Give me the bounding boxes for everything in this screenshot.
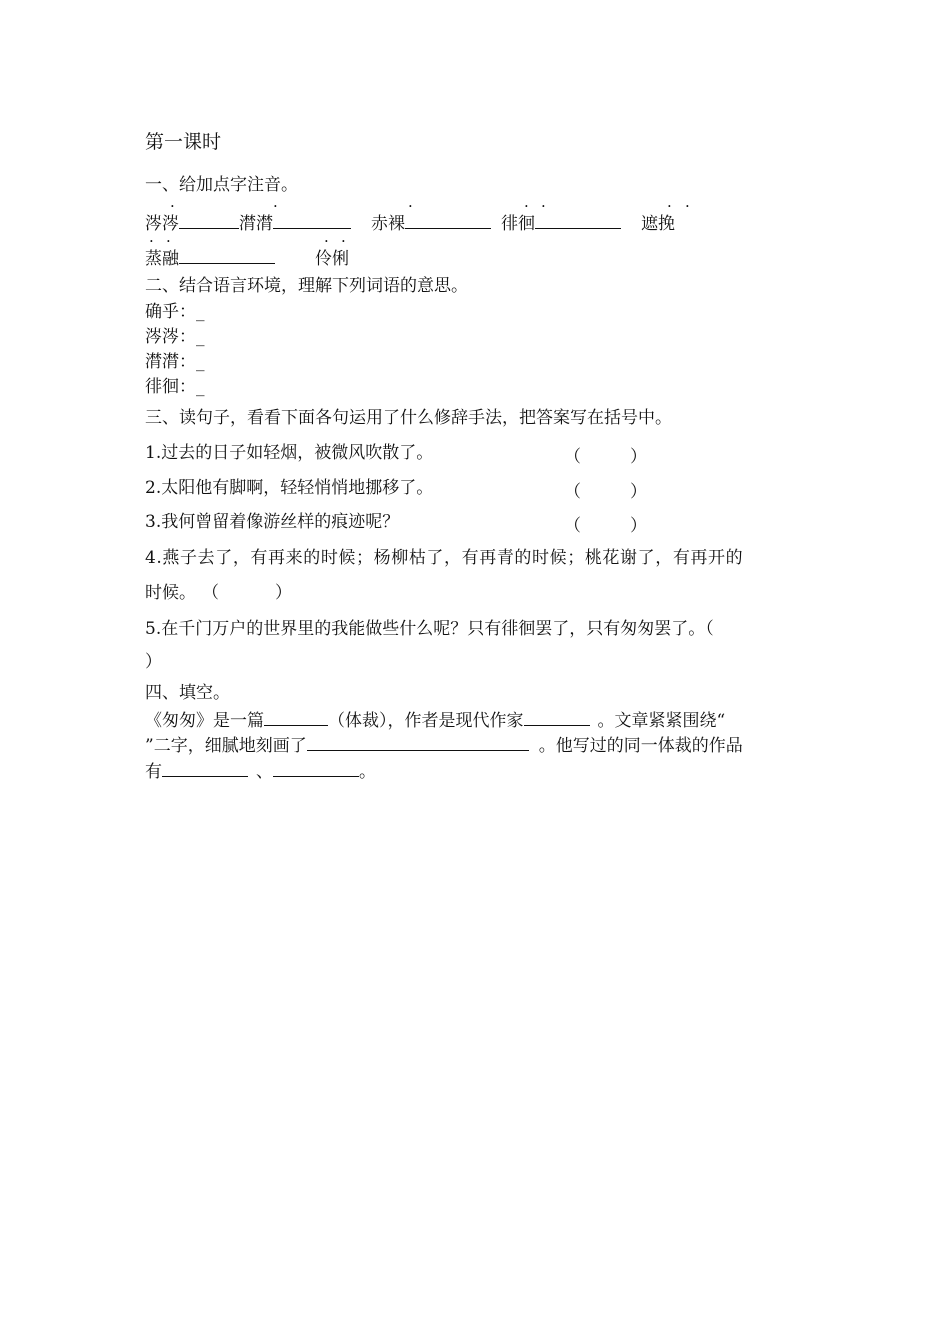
word-shanshan: 潸潸 xyxy=(239,214,273,234)
question-5-line2: ） xyxy=(145,652,162,672)
answer-blank[interactable] xyxy=(524,707,590,726)
emphasis-dot: · xyxy=(149,232,154,250)
word-paihuai: 徘徊 xyxy=(501,214,535,234)
definition-item: 徘徊：_ xyxy=(145,377,205,397)
fill-text: 、 xyxy=(256,762,273,782)
section3-heading: 三、读句子，看看下面各句运用了什么修辞手法，把答案写在括号中。 xyxy=(145,408,672,428)
question-1: 1.过去的日子如轻烟，被微风吹散了。 xyxy=(145,443,434,463)
fill-text: 。他写过的同一体裁的作品 xyxy=(538,736,743,756)
question-4-line1: 4.燕子去了，有再来的时候；杨柳枯了，有再青的时候；桃花谢了，有再开的 xyxy=(145,548,744,568)
fill-line-1 xyxy=(145,707,725,732)
word-chiluo: 赤裸 xyxy=(371,214,405,234)
answer-blank[interactable] xyxy=(179,245,275,264)
section1-heading: 一、给加点字注音。 xyxy=(145,175,298,195)
definition-item: 确乎：_ xyxy=(145,302,205,322)
paren-open: （ xyxy=(564,447,581,467)
fill-text: 有 xyxy=(145,762,162,782)
paren-close: ） xyxy=(630,516,647,536)
pinyin-row-2 xyxy=(145,245,349,270)
section2-heading: 二、结合语言环境，理解下列词语的意思。 xyxy=(145,276,468,296)
question-4-tail: 时候。 xyxy=(145,583,196,603)
definition-item: 潸潸：_ xyxy=(145,352,205,372)
paren-close: ） xyxy=(630,482,647,502)
fill-text: 。文章紧紧围绕“ xyxy=(597,711,726,731)
answer-blank[interactable] xyxy=(162,758,248,777)
definition-item: 涔涔：_ xyxy=(145,327,205,347)
emphasis-dot: · xyxy=(685,197,690,215)
question-2: 2.太阳他有脚啊，轻轻悄悄地挪移了。 xyxy=(145,478,434,498)
fill-text: 。 xyxy=(359,762,376,782)
answer-blank[interactable] xyxy=(405,210,491,229)
fill-line-3 xyxy=(145,758,376,783)
emphasis-dot: · xyxy=(667,197,672,215)
page-title: 第一课时 xyxy=(145,131,222,153)
emphasis-dot: · xyxy=(341,232,346,250)
paren-close: ） xyxy=(630,447,647,467)
paren-open: （ xyxy=(564,516,581,536)
fill-text: ”二字，细腻地刻画了 xyxy=(145,736,307,756)
emphasis-dot: · xyxy=(324,232,329,250)
emphasis-dot: · xyxy=(541,197,546,215)
fill-line-2 xyxy=(145,732,743,757)
paren-open: （ xyxy=(564,482,581,502)
emphasis-dot: · xyxy=(273,197,278,215)
paren-open: （ xyxy=(202,583,219,603)
emphasis-dot: · xyxy=(408,197,413,215)
question-3: 3.我何曾留着像游丝样的痕迹呢？ xyxy=(145,512,400,532)
answer-blank[interactable] xyxy=(307,732,529,751)
word-lingli: 伶俐 xyxy=(315,249,349,269)
answer-blank[interactable] xyxy=(273,758,359,777)
answer-blank[interactable] xyxy=(273,210,351,229)
emphasis-dot: · xyxy=(524,197,529,215)
word-censen: 涔涔 xyxy=(145,214,179,234)
section4-heading: 四、填空。 xyxy=(145,683,230,703)
question-5-line1: 5.在千门万户的世界里的我能做些什么呢？只有徘徊罢了，只有匆匆罢了。（ xyxy=(145,619,714,639)
word-zhewan: 遮挽 xyxy=(641,214,675,234)
answer-blank[interactable] xyxy=(179,210,239,229)
answer-blank[interactable] xyxy=(535,210,621,229)
emphasis-dot: · xyxy=(166,232,171,250)
question-4-line2 xyxy=(145,582,292,604)
paren-close: ） xyxy=(275,583,292,603)
fill-text: （体裁），作者是现代作家 xyxy=(328,711,524,731)
answer-blank[interactable] xyxy=(264,707,328,726)
word-zhengrong: 蒸融 xyxy=(145,249,179,269)
fill-text: 《匆匆》是一篇 xyxy=(145,711,264,731)
emphasis-dot: · xyxy=(170,197,175,215)
